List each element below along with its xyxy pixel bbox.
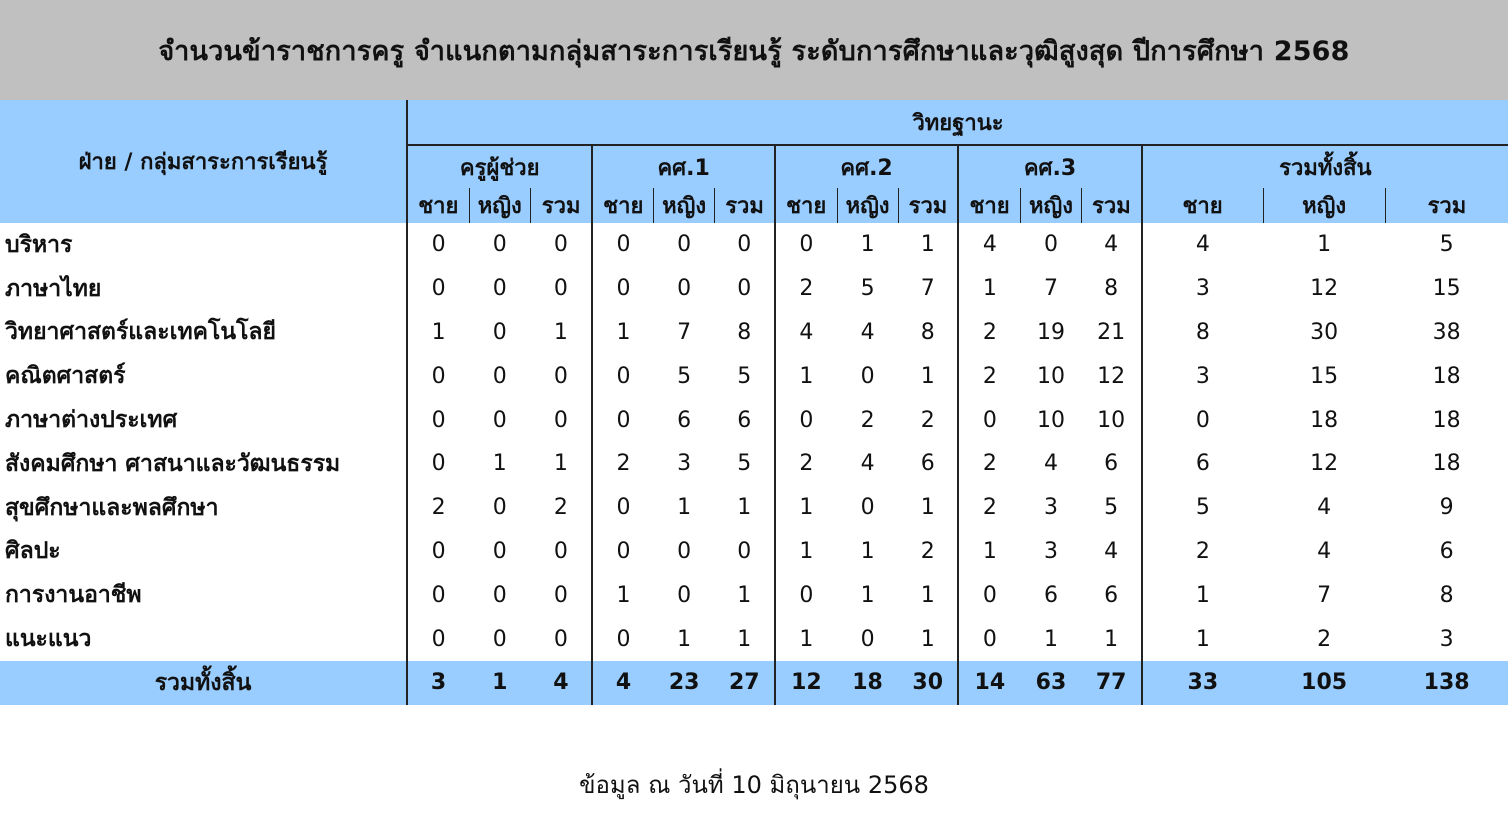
value-cell: 0 (492, 538, 507, 564)
total-cell: 27 (715, 661, 775, 705)
value-cell: 19 (1036, 319, 1065, 345)
value-cell: 4 (1104, 538, 1119, 564)
value-cell: 7 (1317, 582, 1332, 608)
value-cell: 6 (920, 451, 935, 477)
sub-header-female: หญิง (837, 188, 898, 223)
group-header-k2: คศ.2 (775, 145, 958, 188)
sub-header-total: รวม (898, 188, 958, 223)
value-cell: 0 (1142, 398, 1263, 442)
value-cell: 2 (553, 495, 568, 521)
value-cell: 1 (775, 617, 837, 661)
value-cell: 4 (1142, 223, 1263, 267)
total-cell: 138 (1385, 661, 1508, 705)
value-cell: 0 (677, 276, 692, 302)
value-cell: 4 (1317, 495, 1332, 521)
value-cell: 1 (920, 582, 935, 608)
value-cell: 1 (407, 311, 469, 355)
subject-cell: แนะแนว (5, 626, 92, 653)
value-cell: 1 (1043, 626, 1058, 652)
value-cell: 4 (1104, 232, 1119, 258)
value-cell: 0 (737, 538, 752, 564)
value-cell: 2 (920, 407, 935, 433)
value-cell: 1 (920, 232, 935, 258)
value-cell: 1 (1142, 617, 1263, 661)
sub-header-total: รวม (1385, 188, 1508, 223)
value-cell: 0 (407, 267, 469, 311)
value-cell: 3 (1142, 354, 1263, 398)
value-cell: 21 (1097, 319, 1126, 345)
value-cell: 8 (1104, 276, 1119, 302)
value-cell: 1 (737, 582, 752, 608)
value-cell: 18 (1310, 407, 1339, 433)
value-cell: 0 (1043, 232, 1058, 258)
table-row (0, 442, 1508, 486)
value-cell: 18 (1432, 451, 1461, 477)
value-cell: 8 (1142, 311, 1263, 355)
value-cell: 0 (553, 407, 568, 433)
value-cell: 15 (1310, 363, 1339, 389)
value-cell: 0 (492, 407, 507, 433)
total-cell: 18 (837, 661, 898, 705)
value-cell: 2 (958, 311, 1020, 355)
value-cell: 0 (775, 398, 837, 442)
value-cell: 0 (775, 223, 837, 267)
sub-header-male: ชาย (592, 188, 653, 223)
value-cell: 15 (1432, 276, 1461, 302)
value-cell: 1 (775, 486, 837, 530)
total-cell: 77 (1082, 661, 1142, 705)
sub-header-male: ชาย (407, 188, 469, 223)
value-cell: 6 (1439, 538, 1454, 564)
total-cell: 3 (407, 661, 469, 705)
value-cell: 0 (958, 617, 1020, 661)
value-cell: 1 (1142, 573, 1263, 617)
value-cell: 10 (1097, 407, 1126, 433)
value-cell: 0 (860, 626, 875, 652)
value-cell: 2 (592, 442, 653, 486)
value-cell: 1 (492, 451, 507, 477)
value-cell: 4 (860, 319, 875, 345)
subject-column-header: ฝ่าย / กลุ่มสาระการเรียนรู้ (0, 100, 407, 223)
sub-header-male: ชาย (1142, 188, 1263, 223)
value-cell: 0 (592, 617, 653, 661)
sub-header-female: หญิง (654, 188, 715, 223)
value-cell: 1 (860, 582, 875, 608)
value-cell: 1 (860, 538, 875, 564)
total-cell: 63 (1020, 661, 1081, 705)
data-date-footnote: ข้อมูล ณ วันที่ 10 มิถุนายน 2568 (579, 771, 929, 799)
value-cell: 6 (737, 407, 752, 433)
value-cell: 1 (553, 451, 568, 477)
value-cell: 2 (920, 538, 935, 564)
value-cell: 5 (1104, 495, 1119, 521)
value-cell: 0 (553, 626, 568, 652)
value-cell: 0 (860, 363, 875, 389)
subject-cell: บริหาร (5, 231, 73, 258)
value-cell: 5 (737, 451, 752, 477)
value-cell: 9 (1439, 495, 1454, 521)
value-cell: 2 (775, 442, 837, 486)
value-cell: 0 (775, 573, 837, 617)
value-cell: 6 (1142, 442, 1263, 486)
value-cell: 4 (958, 223, 1020, 267)
table-row (0, 354, 1508, 398)
total-cell: 4 (592, 661, 653, 705)
value-cell: 0 (592, 398, 653, 442)
table-row (0, 573, 1508, 617)
subject-cell: การงานอาชีพ (5, 582, 142, 609)
sub-header-female: หญิง (469, 188, 530, 223)
value-cell: 5 (1439, 232, 1454, 258)
value-cell: 1 (775, 530, 837, 574)
value-cell: 3 (1439, 626, 1454, 652)
value-cell: 2 (1317, 626, 1332, 652)
value-cell: 2 (958, 354, 1020, 398)
value-cell: 18 (1432, 407, 1461, 433)
value-cell: 2 (958, 442, 1020, 486)
group-header-k3: คศ.3 (958, 145, 1141, 188)
total-cell: 33 (1142, 661, 1263, 705)
total-cell: 30 (898, 661, 958, 705)
value-cell: 0 (553, 582, 568, 608)
value-cell: 0 (677, 538, 692, 564)
value-cell: 3 (677, 451, 692, 477)
value-cell: 7 (920, 276, 935, 302)
teacher-table (0, 100, 1508, 705)
value-cell: 1 (592, 311, 653, 355)
value-cell: 5 (737, 363, 752, 389)
value-cell: 0 (407, 442, 469, 486)
total-cell: 105 (1263, 661, 1385, 705)
value-cell: 38 (1432, 319, 1461, 345)
subject-cell: วิทยาศาสตร์และเทคโนโลยี (5, 319, 276, 346)
value-cell: 2 (1142, 530, 1263, 574)
value-cell: 6 (1043, 582, 1058, 608)
table-row (0, 267, 1508, 311)
table-row (0, 486, 1508, 530)
value-cell: 1 (677, 626, 692, 652)
value-cell: 0 (407, 354, 469, 398)
value-cell: 1 (553, 319, 568, 345)
value-cell: 8 (920, 319, 935, 345)
page-title: จำนวนข้าราชการครู จำแนกตามกลุ่มสาระการเรียนรู้ ระดับการศึกษาและวุฒิสูงสุด ปีการศึกษา 2568 (158, 35, 1350, 67)
subject-cell: สุขศึกษาและพลศึกษา (5, 494, 219, 521)
total-cell: 1 (469, 661, 530, 705)
value-cell: 1 (592, 573, 653, 617)
value-cell: 0 (592, 223, 653, 267)
value-cell: 0 (677, 232, 692, 258)
value-cell: 1 (737, 626, 752, 652)
value-cell: 0 (492, 232, 507, 258)
value-cell: 1 (775, 354, 837, 398)
value-cell: 0 (492, 495, 507, 521)
table-row (0, 398, 1508, 442)
value-cell: 3 (1142, 267, 1263, 311)
value-cell: 1 (958, 267, 1020, 311)
sub-header-female: หญิง (1263, 188, 1385, 223)
value-cell: 0 (737, 232, 752, 258)
totals-label: รวมทั้งสิ้น (0, 661, 407, 705)
value-cell: 0 (492, 626, 507, 652)
value-cell: 2 (407, 486, 469, 530)
value-cell: 1 (920, 495, 935, 521)
value-cell: 0 (492, 582, 507, 608)
value-cell: 1 (958, 530, 1020, 574)
value-cell: 2 (958, 486, 1020, 530)
value-cell: 0 (407, 398, 469, 442)
value-cell: 30 (1310, 319, 1339, 345)
value-cell: 4 (860, 451, 875, 477)
value-cell: 0 (737, 276, 752, 302)
total-cell: 4 (530, 661, 592, 705)
value-cell: 6 (1104, 582, 1119, 608)
subject-cell: ภาษาต่างประเทศ (5, 407, 178, 434)
subject-cell: ศิลปะ (5, 538, 61, 565)
value-cell: 0 (492, 276, 507, 302)
table-row (0, 311, 1508, 355)
value-cell: 0 (592, 267, 653, 311)
title-bar (0, 0, 1508, 100)
total-cell: 23 (654, 661, 715, 705)
sub-header-total: รวม (715, 188, 775, 223)
value-cell: 4 (775, 311, 837, 355)
value-cell: 1 (737, 495, 752, 521)
value-cell: 0 (407, 573, 469, 617)
value-cell: 0 (592, 486, 653, 530)
sub-header-male: ชาย (775, 188, 837, 223)
value-cell: 1 (677, 495, 692, 521)
totals-row (0, 661, 1508, 705)
value-cell: 12 (1310, 451, 1339, 477)
value-cell: 0 (492, 363, 507, 389)
value-cell: 4 (1043, 451, 1058, 477)
total-cell: 14 (958, 661, 1020, 705)
value-cell: 4 (1317, 538, 1332, 564)
sub-header-female: หญิง (1020, 188, 1081, 223)
table-body (0, 223, 1508, 661)
group-title-header: วิทยฐานะ (407, 100, 1508, 145)
value-cell: 5 (1142, 486, 1263, 530)
value-cell: 0 (860, 495, 875, 521)
value-cell: 18 (1432, 363, 1461, 389)
value-cell: 0 (553, 538, 568, 564)
value-cell: 1 (860, 232, 875, 258)
group-header-assistant: ครูผู้ช่วย (407, 145, 592, 188)
value-cell: 8 (1439, 582, 1454, 608)
value-cell: 0 (553, 363, 568, 389)
value-cell: 0 (553, 276, 568, 302)
value-cell: 0 (492, 319, 507, 345)
table-row (0, 223, 1508, 267)
value-cell: 6 (677, 407, 692, 433)
value-cell: 1 (920, 363, 935, 389)
value-cell: 12 (1310, 276, 1339, 302)
group-header-grand-total: รวมทั้งสิ้น (1142, 145, 1508, 188)
value-cell: 0 (407, 223, 469, 267)
group-header-k1: คศ.1 (592, 145, 774, 188)
total-cell: 12 (775, 661, 837, 705)
value-cell: 12 (1097, 363, 1126, 389)
value-cell: 3 (1043, 538, 1058, 564)
subject-cell: ภาษาไทย (5, 275, 102, 302)
value-cell: 7 (677, 319, 692, 345)
value-cell: 0 (553, 232, 568, 258)
sub-header-male: ชาย (958, 188, 1020, 223)
value-cell: 6 (1104, 451, 1119, 477)
value-cell: 3 (1043, 495, 1058, 521)
value-cell: 0 (407, 617, 469, 661)
value-cell: 5 (677, 363, 692, 389)
value-cell: 0 (677, 582, 692, 608)
value-cell: 0 (592, 530, 653, 574)
value-cell: 2 (860, 407, 875, 433)
value-cell: 1 (1317, 232, 1332, 258)
value-cell: 0 (958, 398, 1020, 442)
sub-header-total: รวม (1082, 188, 1142, 223)
subject-cell: คณิตศาสตร์ (5, 363, 126, 390)
value-cell: 0 (592, 354, 653, 398)
value-cell: 0 (958, 573, 1020, 617)
value-cell: 1 (1104, 626, 1119, 652)
subject-cell: สังคมศึกษา ศาสนาและวัฒนธรรม (5, 450, 341, 477)
value-cell: 8 (737, 319, 752, 345)
value-cell: 0 (407, 530, 469, 574)
value-cell: 7 (1043, 276, 1058, 302)
value-cell: 10 (1036, 363, 1065, 389)
sub-header-total: รวม (530, 188, 592, 223)
value-cell: 10 (1036, 407, 1065, 433)
table-row (0, 617, 1508, 661)
value-cell: 2 (775, 267, 837, 311)
table-row (0, 530, 1508, 574)
value-cell: 1 (920, 626, 935, 652)
value-cell: 5 (860, 276, 875, 302)
